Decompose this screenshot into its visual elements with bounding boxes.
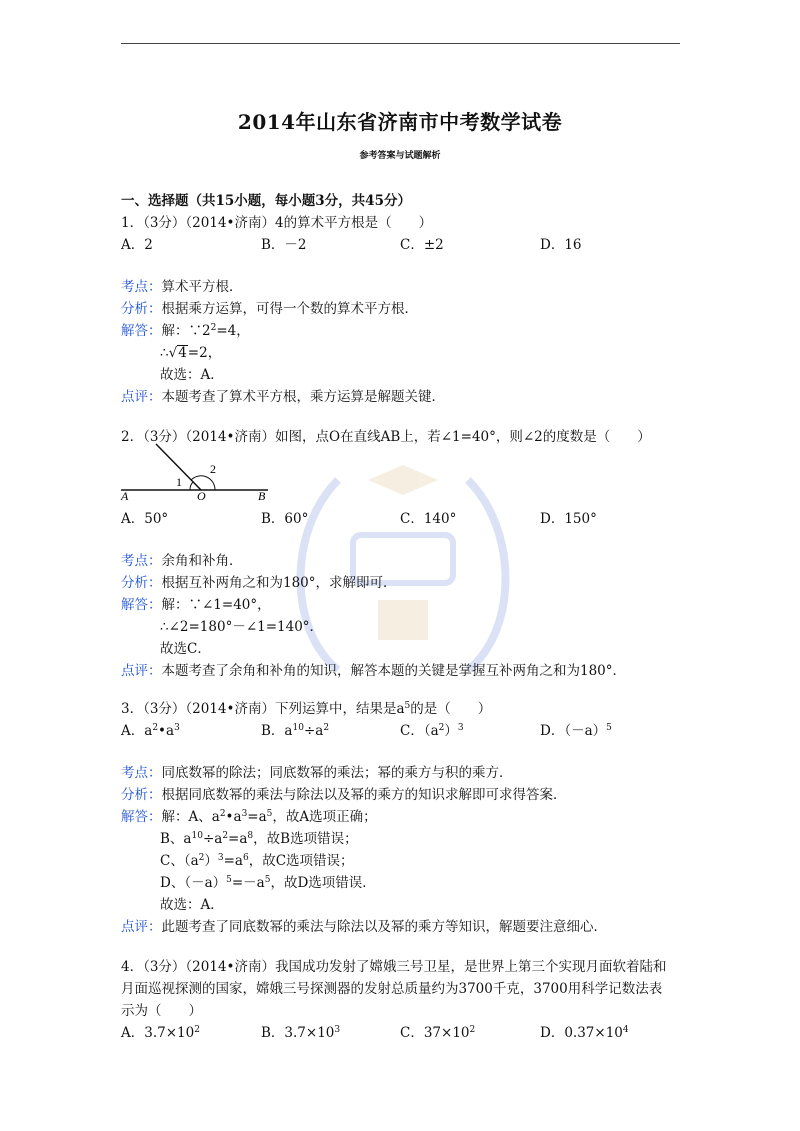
q4-stem-1: 4．（3分）（2014•济南）我国成功发射了嫦娥三号卫星，是世界上第三个实现月面软着陆和 bbox=[121, 959, 667, 975]
q4-option-a: A．$3.7\times 10^2$ bbox=[121, 1025, 200, 1041]
point-a-label: A bbox=[121, 489, 129, 500]
q3-option-d: D．$(-a)^5$ bbox=[540, 723, 612, 739]
q3-option-c: C．$(a^2)^3$ bbox=[400, 723, 464, 739]
label-dianping: 点评： bbox=[121, 389, 162, 405]
angle-arc-1 bbox=[190, 482, 193, 490]
q3-fenxi: 分析：根据同底数幂的乘法与除法以及幂的乘方的知识求解即可求得答案． bbox=[121, 787, 567, 803]
q2-option-c: C．140° bbox=[400, 511, 457, 527]
q2-jieda-1: 解答：解：∵∠1=40°， bbox=[121, 597, 271, 613]
q1-option-b: B．－2 bbox=[261, 237, 307, 253]
q3-kaodian: 考点：同底数幂的除法；同底数幂的乘法；幂的乘方与积的乘方． bbox=[121, 765, 513, 781]
q3-jieda-end: 故选：A． bbox=[160, 897, 224, 913]
q2-option-a: A．50° bbox=[121, 511, 169, 527]
q2-jieda-2: ∴∠2=180°－∠1=140°． bbox=[160, 619, 324, 635]
page-subtitle: 参考答案与试题解析 bbox=[359, 151, 441, 161]
q2-option-b: B．60° bbox=[261, 511, 309, 527]
q3-dianping: 点评：此题考查了同底数幂的乘法与除法以及幂的乘方等知识，解题要注意细心． bbox=[121, 919, 607, 935]
q1-dianping: 点评：本题考查了算术平方根，乘方运算是解题关键． bbox=[121, 389, 445, 405]
q4-stem-2: 月面巡视探测的国家，嫦娥三号探测器的发射总质量约为3700千克，3700用科学记数法表 bbox=[121, 981, 663, 997]
q3-stem: 3．（3分）（2014•济南）下列运算中，结果是$a^5$的是（ ） bbox=[121, 701, 492, 717]
point-b-label: B bbox=[258, 489, 266, 500]
q2-option-d: D．150° bbox=[540, 511, 597, 527]
q1-option-d: D．16 bbox=[540, 237, 582, 253]
q1-option-a: A．2 bbox=[121, 237, 153, 253]
q1-stem: 1．（3分）（2014•济南）4的算术平方根是（ ） bbox=[121, 215, 433, 231]
q1-jieda-1: 解答：解：$\because 2^2=4$， bbox=[121, 323, 250, 339]
q3-jieda-a: 解答：解：A、$a^2•a^3=a^5$，故A选项正确； bbox=[121, 809, 377, 825]
header-rule bbox=[121, 43, 680, 44]
q4-option-c: C．$37\times 10^2$ bbox=[400, 1025, 476, 1041]
q3-option-a: A．$a^2•a^3$ bbox=[121, 723, 180, 739]
point-o-label: O bbox=[197, 489, 206, 500]
q1-option-c: C．±2 bbox=[400, 237, 444, 253]
label-fenxi: 分析： bbox=[121, 301, 162, 317]
q3-option-b: B．$a^{10}\div a^2$ bbox=[261, 723, 330, 739]
sqrt-radicand: 4 bbox=[178, 345, 187, 361]
q2-dianping: 点评：本题考查了余角和补角的知识，解答本题的关键是掌握互补两角之和为180°． bbox=[121, 663, 627, 679]
q4-option-d: D．$0.37\times 10^4$ bbox=[540, 1025, 629, 1041]
q2-angle-figure bbox=[118, 440, 278, 500]
q1-jieda-2: ∴√4=2， bbox=[160, 345, 222, 361]
q4-option-b: B．$3.7\times 10^3$ bbox=[261, 1025, 341, 1041]
label-jieda: 解答： bbox=[121, 323, 162, 339]
label-kaodian: 考点： bbox=[121, 279, 162, 295]
q3-jieda-c: C、$(a^2)^3=a^6$，故C选项错误； bbox=[160, 853, 354, 869]
q2-fenxi: 分析：根据互补两角之和为180°，求解即可． bbox=[121, 575, 397, 591]
angle-1-label: 1 bbox=[176, 475, 182, 489]
angle-2-label: 2 bbox=[210, 462, 216, 476]
q1-jieda-3: 故选：A． bbox=[160, 367, 224, 383]
section-heading: 一、选择题（共15小题，每小题3分，共45分） bbox=[121, 193, 411, 209]
q2-stem: 2．（3分）（2014•济南）如图，点O在直线AB上，若∠1=40°，则∠2的度数是（ ） bbox=[121, 429, 651, 445]
q2-jieda-3: 故选C． bbox=[160, 641, 211, 657]
page-title: 2014年山东省济南市中考数学试卷 bbox=[237, 110, 563, 134]
q4-stem-3: 示为（ ） bbox=[121, 1003, 202, 1019]
q1-kaodian: 考点：算术平方根． bbox=[121, 279, 243, 295]
q3-jieda-b: B、$a^{10}\div a^2=a^8$，故B选项错误； bbox=[160, 831, 358, 847]
q1-fenxi: 分析：根据乘方运算，可得一个数的算术平方根． bbox=[121, 301, 418, 317]
q2-kaodian: 考点：余角和补角． bbox=[121, 553, 243, 569]
q3-jieda-d: D、$(-a)^5=-a^5$，故D选项错误． bbox=[160, 875, 376, 891]
